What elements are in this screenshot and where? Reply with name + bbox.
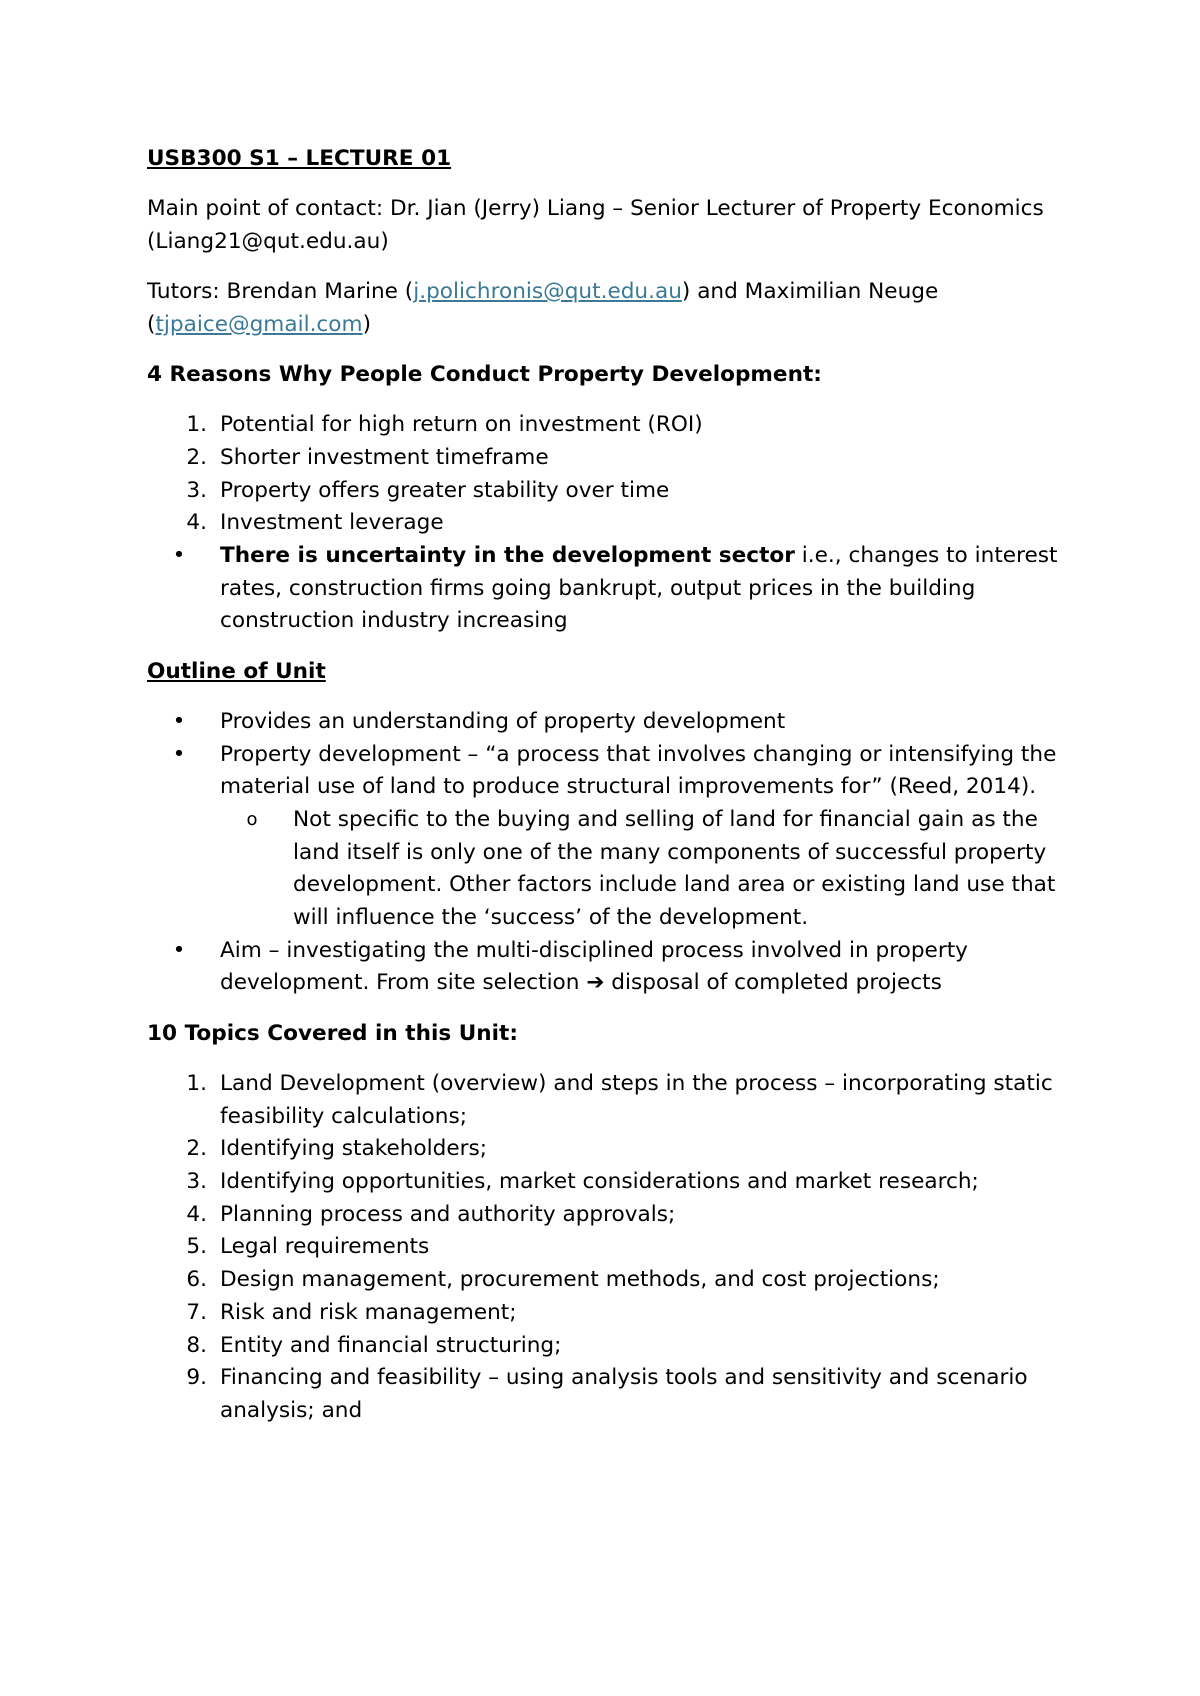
list-item-text: i.e., changes to interest rates, construction firms going bankrupt, output prices in the building construction industry increasing (220, 543, 1058, 634)
list-number: 3. (186, 477, 207, 503)
list-item (147, 1264, 1067, 1297)
list-item (147, 1199, 1067, 1232)
list-item-text: Property development – “a process that involves changing or intensifying the material use of land to produce structural improvements for” (Reed, 2014). (220, 741, 1057, 800)
outline-heading: Outline of Unit (147, 658, 326, 684)
list-item (147, 1297, 1067, 1330)
list-item (147, 1133, 1067, 1166)
list-item-text: Risk and risk management; (220, 1299, 517, 1325)
list-item-text: Investment leverage (220, 510, 444, 536)
list-number: 6. (186, 1267, 207, 1293)
topics-list (147, 1068, 1067, 1428)
list-item (147, 1166, 1067, 1199)
list-item-text: Design management, procurement methods, and cost projections; (220, 1267, 940, 1293)
sub-list-item (220, 804, 1067, 935)
list-number: 1. (186, 412, 207, 438)
list-item-text: Potential for high return on investment (ROI) (220, 412, 703, 438)
list-number: 1. (186, 1070, 207, 1096)
bold-text: There is uncertainty in the development sector (220, 543, 795, 569)
list-item (147, 706, 1067, 739)
list-item-text: Identifying stakeholders; (220, 1136, 488, 1162)
list-item-text: Aim – investigating the multi-disciplined process involved in property development. From site selection (220, 937, 968, 996)
list-item-text: Identifying opportunities, market considerations and market research; (220, 1168, 979, 1194)
list-item-text: Shorter investment timeframe (220, 444, 549, 470)
list-number: 9. (186, 1365, 207, 1391)
bullet-icon: • (172, 741, 186, 767)
tutors-text: ) (362, 311, 371, 337)
tutors-text: ) and Maximilian Neuge ( (147, 279, 939, 337)
tutor-email-link-1[interactable]: j.polichronis@qut.edu.au (413, 279, 682, 305)
outline-list (147, 706, 1067, 1000)
document-title: USB300 S1 – LECTURE 01 (147, 146, 452, 171)
list-item (147, 540, 1067, 638)
list-number: 4. (186, 510, 207, 536)
list-number: 7. (186, 1299, 207, 1325)
list-number: 5. (186, 1234, 207, 1260)
list-item-text: Legal requirements (220, 1234, 430, 1260)
list-item-text: Financing and feasibility – using analysis tools and sensitivity and scenario analysis; and (220, 1365, 1028, 1423)
list-number: 2. (186, 444, 207, 470)
list-item (147, 507, 1067, 540)
list-item (147, 1068, 1067, 1133)
list-item-text: Property offers greater stability over time (220, 477, 670, 503)
circle-bullet-icon: o (246, 808, 258, 830)
list-item (147, 409, 1067, 442)
arrow-right-icon: ➔ (586, 970, 605, 996)
list-item-text: Not specific to the buying and selling of land for financial gain as the land itself is only one of the many components of successful property development. Other factors include land area or existing land use that will influence the ‘success’ of the development. (293, 806, 1056, 931)
list-item (147, 1231, 1067, 1264)
reasons-heading: 4 Reasons Why People Conduct Property Development: (147, 362, 822, 388)
list-item-text: Planning process and authority approvals; (220, 1201, 676, 1227)
tutors-text: Tutors: Brendan Marine ( (147, 279, 414, 305)
list-number: 8. (186, 1332, 207, 1358)
list-item-text: Provides an understanding of property development (220, 708, 786, 734)
list-item (147, 1330, 1067, 1363)
list-number: 3. (186, 1168, 207, 1194)
tutors-paragraph (147, 276, 1067, 341)
tutor-email-link-2[interactable]: tjpaice@gmail.com (155, 311, 363, 337)
contact-paragraph: Main point of contact: Dr. Jian (Jerry) Liang – Senior Lecturer of Property Economics (Liang21@qut.edu.au) (147, 196, 1044, 254)
list-item-text: Land Development (overview) and steps in the process – incorporating static feasibility calculations; (220, 1070, 1053, 1129)
list-item-text: Entity and financial structuring; (220, 1332, 562, 1358)
bullet-icon: • (172, 543, 186, 569)
list-item (147, 475, 1067, 508)
list-item (147, 739, 1067, 935)
list-item-text: disposal of completed projects (604, 970, 942, 996)
list-item (147, 1362, 1067, 1427)
document-page (147, 143, 1067, 1445)
list-number: 4. (186, 1201, 207, 1227)
list-number: 2. (186, 1136, 207, 1162)
sub-list (220, 804, 1067, 935)
topics-heading: 10 Topics Covered in this Unit: (147, 1020, 518, 1046)
bullet-icon: • (172, 708, 186, 734)
bullet-icon: • (172, 937, 186, 963)
reasons-list (147, 409, 1067, 638)
list-item (147, 442, 1067, 475)
list-item (147, 935, 1067, 1000)
